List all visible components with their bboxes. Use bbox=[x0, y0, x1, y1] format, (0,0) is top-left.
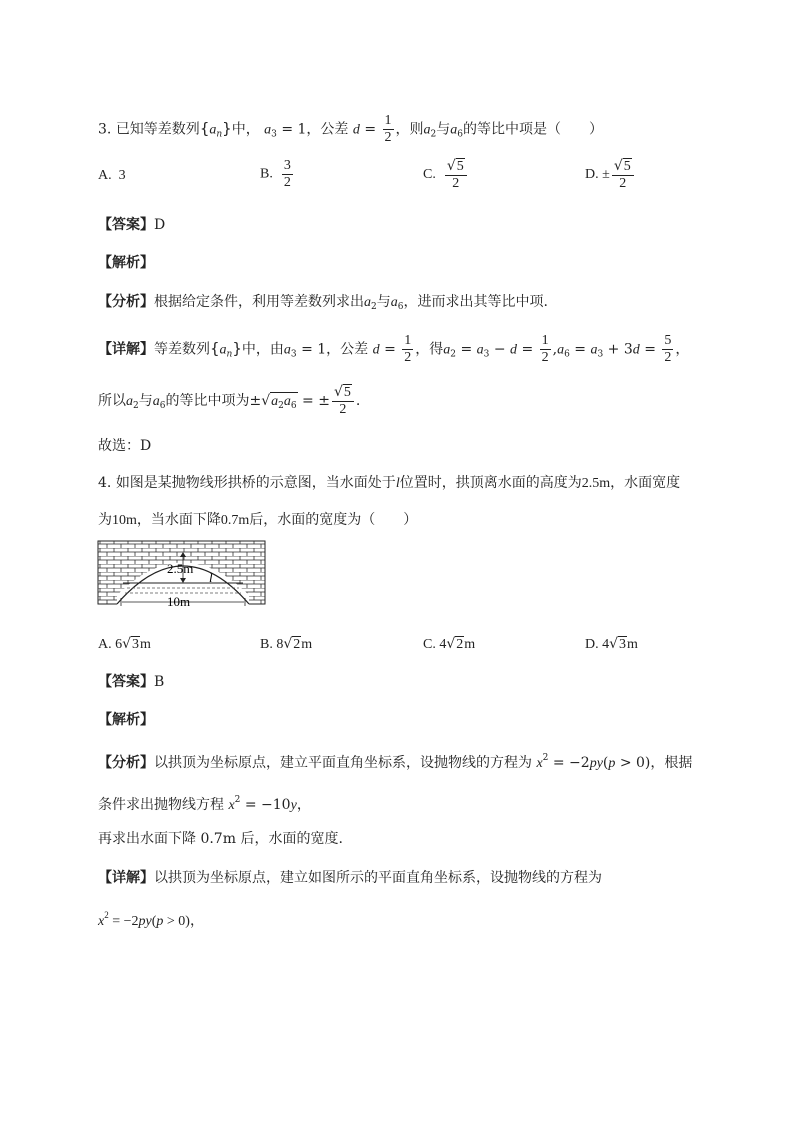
q4-xiangjie: 【详解】以拱顶为坐标原点，建立如图所示的平面直角坐标系，设抛物线的方程为 bbox=[98, 870, 602, 886]
q4-stem-line2: 为10m，当水面下降0.7m后，水面的宽度为（ ） bbox=[98, 512, 418, 528]
q3-option-d: D. ± $\frac{√5}{2}$ bbox=[585, 158, 636, 192]
q3-fenxi: 【分析】根据给定条件，利用等差数列求出$a_2$与$a_6$，进而求出其等比中项. bbox=[98, 294, 548, 312]
q3-xiangjie-line2: 所以$a_2$与$a_6$的等比中项为$\pm√a_2a_6$ = ± $\frac{√5}{2}$ . bbox=[98, 384, 361, 417]
q3-d-fraction: $\frac{1}{2}$ bbox=[384, 113, 392, 145]
q3-xiangjie: 【详解】等差数列$\{a_n\}$中，由$a_3 = 1$，公差 d = $\frac{1}{2}$ ，得$a_2 = a_3 - d$ = $\frac{1}{2}$ $,a_6 = a_3 + 3d$ = $\frac{5}{2}$ ， bbox=[98, 333, 690, 365]
l-label: l bbox=[209, 570, 213, 585]
q3-answer: 【答案】D bbox=[98, 217, 166, 233]
width-label: 10m bbox=[167, 594, 191, 606]
q4-option-d: D. 4√3m bbox=[585, 636, 638, 652]
q4-fenxi-line3: 再求出水面下降 0.7m 后，水面的宽度. bbox=[98, 831, 343, 847]
height-label: 2.5m bbox=[167, 561, 194, 576]
q4-analysis-label: 【解析】 bbox=[98, 712, 154, 728]
arch-bridge-figure bbox=[97, 540, 267, 606]
q4-option-c: C. 4√2m bbox=[423, 636, 476, 652]
q4-xiangjie-line2: $x^2 = -2py(p > 0)$， bbox=[98, 910, 204, 929]
q4-fenxi-line2: 条件求出抛物线方程 $x^2 = -10y$， bbox=[98, 795, 311, 813]
q3-option-c: C. $\frac{√5}{2}$ bbox=[423, 158, 469, 192]
q4-answer: 【答案】B bbox=[98, 674, 165, 690]
q4-option-a: A. 6√3m bbox=[98, 636, 151, 652]
q3-analysis-label: 【解析】 bbox=[98, 255, 154, 271]
q3-stem: 3. 已知等差数列$\{a_n\}$中， $a_3 = 1$，公差 d = $\frac{1}{2}$ ，则$a_2$与$a_6$的等比中项是（ ） bbox=[98, 113, 603, 145]
q4-option-b: B. 8√2m bbox=[260, 636, 313, 652]
q4-fenxi: 【分析】以拱顶为坐标原点，建立平面直角坐标系，设抛物线的方程为 $x^2 = -2py(p > 0)$，根据 bbox=[98, 753, 693, 771]
q3-option-a: A. 3 bbox=[98, 168, 126, 183]
q3-option-b: B. $\frac{3}{2}$ bbox=[260, 158, 291, 190]
q4-stem: 4. 如图是某抛物线形拱桥的示意图，当水面处于l位置时，拱顶离水面的高度为2.5m，水面宽度 bbox=[98, 475, 681, 491]
q3-final: 故选：D bbox=[98, 438, 152, 454]
